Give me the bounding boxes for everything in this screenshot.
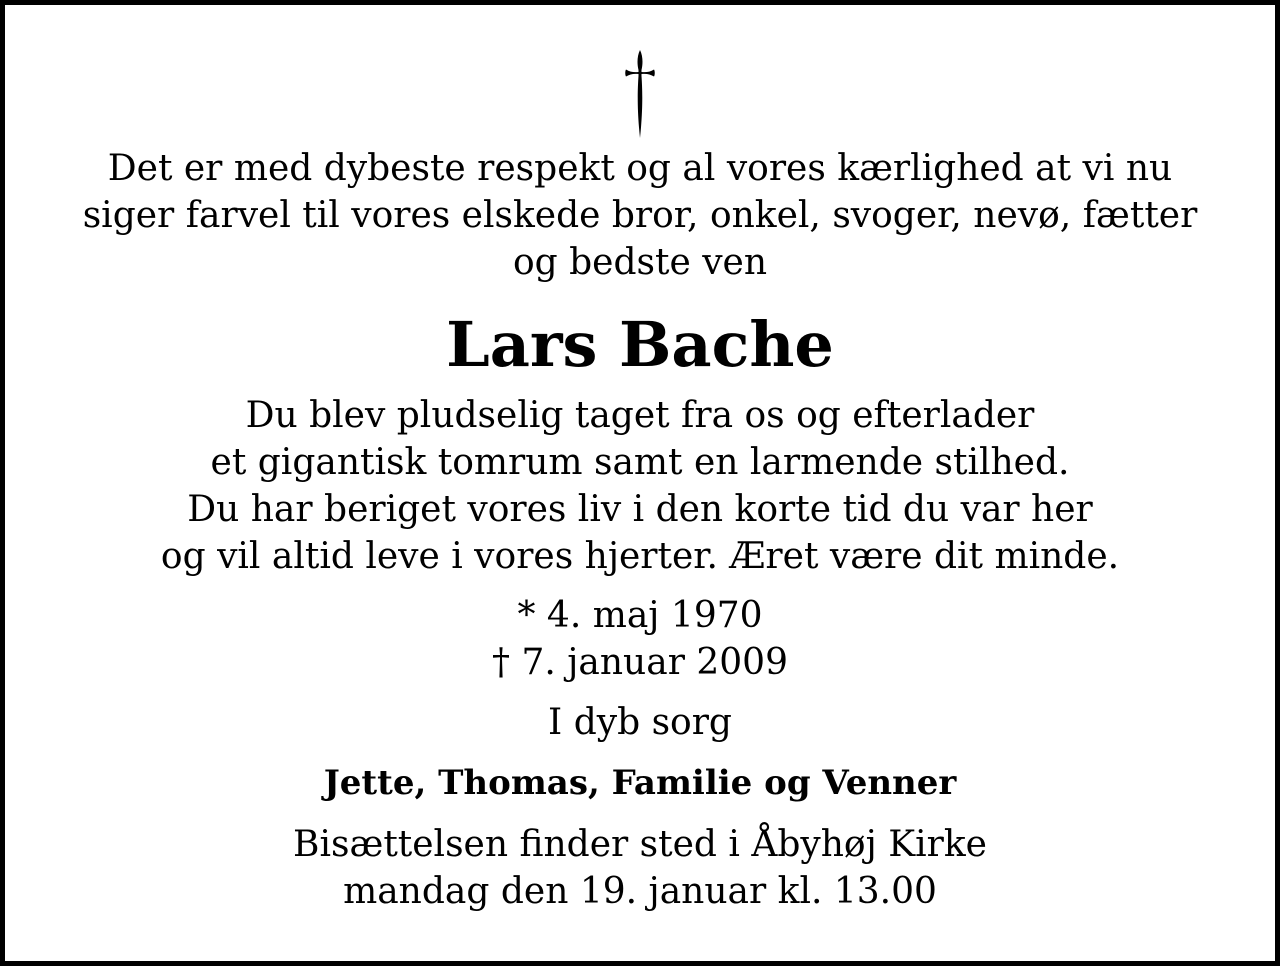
life-dates (5, 592, 1275, 686)
death-date: † 7. januar 2009 (492, 642, 788, 683)
sorrow-text: I dyb sorg (548, 702, 732, 743)
intro-line: Det er med dybeste respekt og al vores kærlighed at vi nu (107, 148, 1173, 189)
verse-line: et gigantisk tomrum samt en larmende stilhed. (210, 442, 1070, 483)
dagger-cross-icon (5, 50, 1275, 140)
intro-line: og bedste ven (512, 242, 768, 283)
family-signature: Jette, Thomas, Familie og Venner (323, 763, 957, 803)
intro-line: siger farvel til vores elskede bror, onkel, svoger, nevø, fætter (82, 195, 1198, 236)
verse-line: Du blev pludselig taget fra os og efterlader (245, 395, 1035, 436)
intro-text (5, 145, 1275, 286)
memorial-verse (5, 392, 1275, 580)
verse-line: og vil altid leve i vores hjerter. Æret være dit minde. (160, 536, 1120, 577)
birth-date: * 4. maj 1970 (517, 595, 763, 636)
service-time: mandag den 19. januar kl. 13.00 (343, 871, 937, 912)
service-location: Bisættelsen finder sted i Åbyhøj Kirke (293, 824, 987, 865)
funeral-service-info (5, 821, 1275, 915)
verse-line: Du har beriget vores liv i den korte tid du var her (187, 489, 1093, 530)
deceased-name: Lars Bache (446, 308, 834, 381)
